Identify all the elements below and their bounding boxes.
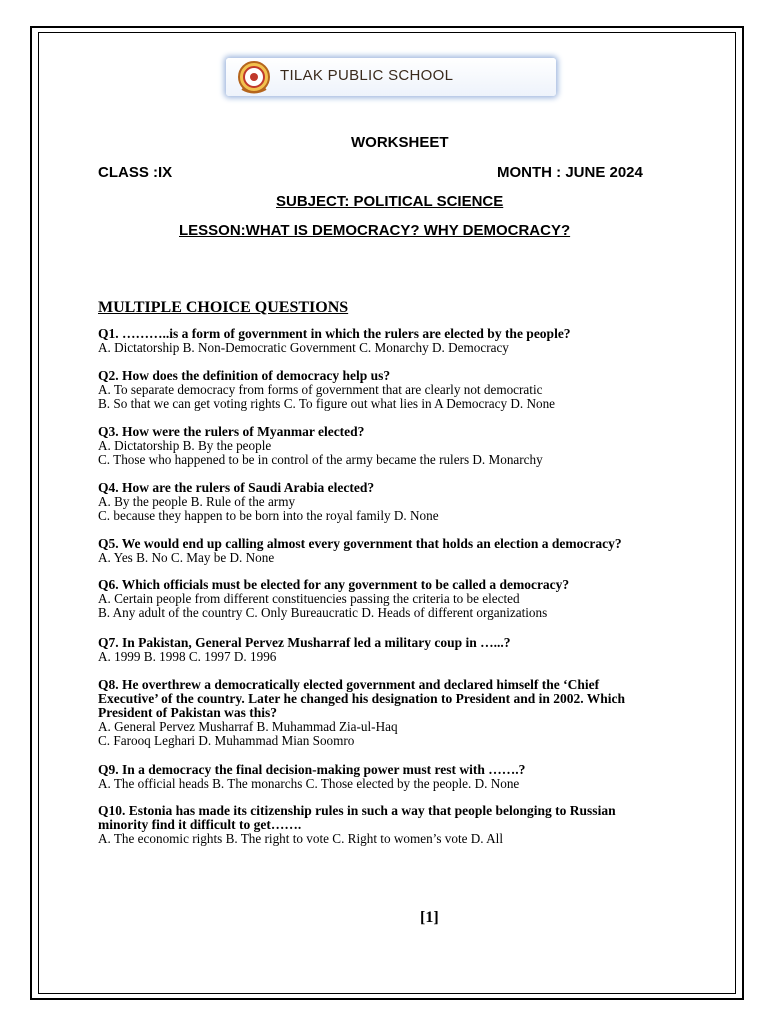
question-10 bbox=[98, 804, 616, 846]
question-options: A. The official heads B. The monarchs C. Those elected by the people. D. None bbox=[98, 776, 520, 791]
question-options: A. The economic rights B. The right to vote C. Right to women’s vote D. All bbox=[98, 831, 503, 846]
question-text: Q8. He overthrew a democratically elected government and declared himself the ‘Chief bbox=[98, 677, 600, 692]
question-text: Q9. In a democracy the final decision-making power must rest with …….? bbox=[98, 762, 526, 777]
question-text: President of Pakistan was this? bbox=[98, 705, 278, 720]
question-options: C. Those who happened to be in control of the army became the rulers D. Monarchy bbox=[98, 452, 543, 467]
question-options: A. Dictatorship B. By the people bbox=[98, 438, 272, 453]
question-options: A. By the people B. Rule of the army bbox=[98, 494, 296, 509]
question-8 bbox=[98, 678, 625, 748]
question-text: Q10. Estonia has made its citizenship rules in such a way that people belonging to Russian bbox=[98, 803, 616, 818]
question-text: Q2. How does the definition of democracy help us? bbox=[98, 368, 391, 383]
question-text: Q1. ………..is a form of government in which the rulers are elected by the people? bbox=[98, 326, 571, 341]
question-4 bbox=[98, 481, 439, 523]
question-options: C. because they happen to be born into the royal family D. None bbox=[98, 508, 439, 523]
question-options: A. Certain people from different constituencies passing the criteria to be elected bbox=[98, 591, 520, 606]
question-text: Q3. How were the rulers of Myanmar elected? bbox=[98, 424, 365, 439]
month-label: MONTH : JUNE 2024 bbox=[497, 164, 643, 181]
question-9 bbox=[98, 763, 525, 791]
question-text: Q7. In Pakistan, General Pervez Musharraf led a military coup in …...? bbox=[98, 635, 511, 650]
question-3 bbox=[98, 425, 543, 467]
question-text: Q4. How are the rulers of Saudi Arabia elected? bbox=[98, 480, 375, 495]
question-text: Q6. Which officials must be elected for any government to be called a democracy? bbox=[98, 577, 570, 592]
question-options: B. So that we can get voting rights C. To figure out what lies in A Democracy D. None bbox=[98, 396, 556, 411]
question-7 bbox=[98, 636, 510, 664]
question-options: A. 1999 B. 1998 C. 1997 D. 1996 bbox=[98, 649, 277, 664]
class-label: CLASS :IX bbox=[98, 164, 173, 181]
subject-heading: SUBJECT: POLITICAL SCIENCE bbox=[276, 193, 504, 210]
question-5 bbox=[98, 537, 622, 565]
question-options: A. Yes B. No C. May be D. None bbox=[98, 550, 275, 565]
question-text: Q5. We would end up calling almost every government that holds an election a democracy? bbox=[98, 536, 622, 551]
school-name: TILAK PUBLIC SCHOOL bbox=[280, 67, 454, 84]
question-options: A. To separate democracy from forms of government that are clearly not democratic bbox=[98, 382, 543, 397]
question-options: C. Farooq Leghari D. Muhammad Mian Soomro bbox=[98, 733, 355, 748]
question-options: B. Any adult of the country C. Only Bureaucratic D. Heads of different organizations bbox=[98, 605, 548, 620]
question-text: Executive’ of the country. Later he changed his designation to President and in 2002. Which bbox=[98, 691, 626, 706]
page-number: [1] bbox=[420, 909, 439, 926]
question-text: minority find it difficult to get……. bbox=[98, 817, 302, 832]
doc-type-heading: WORKSHEET bbox=[351, 134, 449, 151]
question-options: A. Dictatorship B. Non-Democratic Government C. Monarchy D. Democracy bbox=[98, 340, 509, 355]
school-logo-banner bbox=[226, 58, 556, 96]
question-options: A. General Pervez Musharraf B. Muhammad Zia-ul-Haq bbox=[98, 719, 398, 734]
question-2 bbox=[98, 369, 555, 411]
lesson-heading: LESSON:WHAT IS DEMOCRACY? WHY DEMOCRACY? bbox=[179, 222, 571, 239]
question-6 bbox=[98, 578, 569, 620]
school-emblem-icon bbox=[236, 60, 272, 94]
section-title: MULTIPLE CHOICE QUESTIONS bbox=[98, 299, 349, 316]
question-1 bbox=[98, 327, 571, 355]
